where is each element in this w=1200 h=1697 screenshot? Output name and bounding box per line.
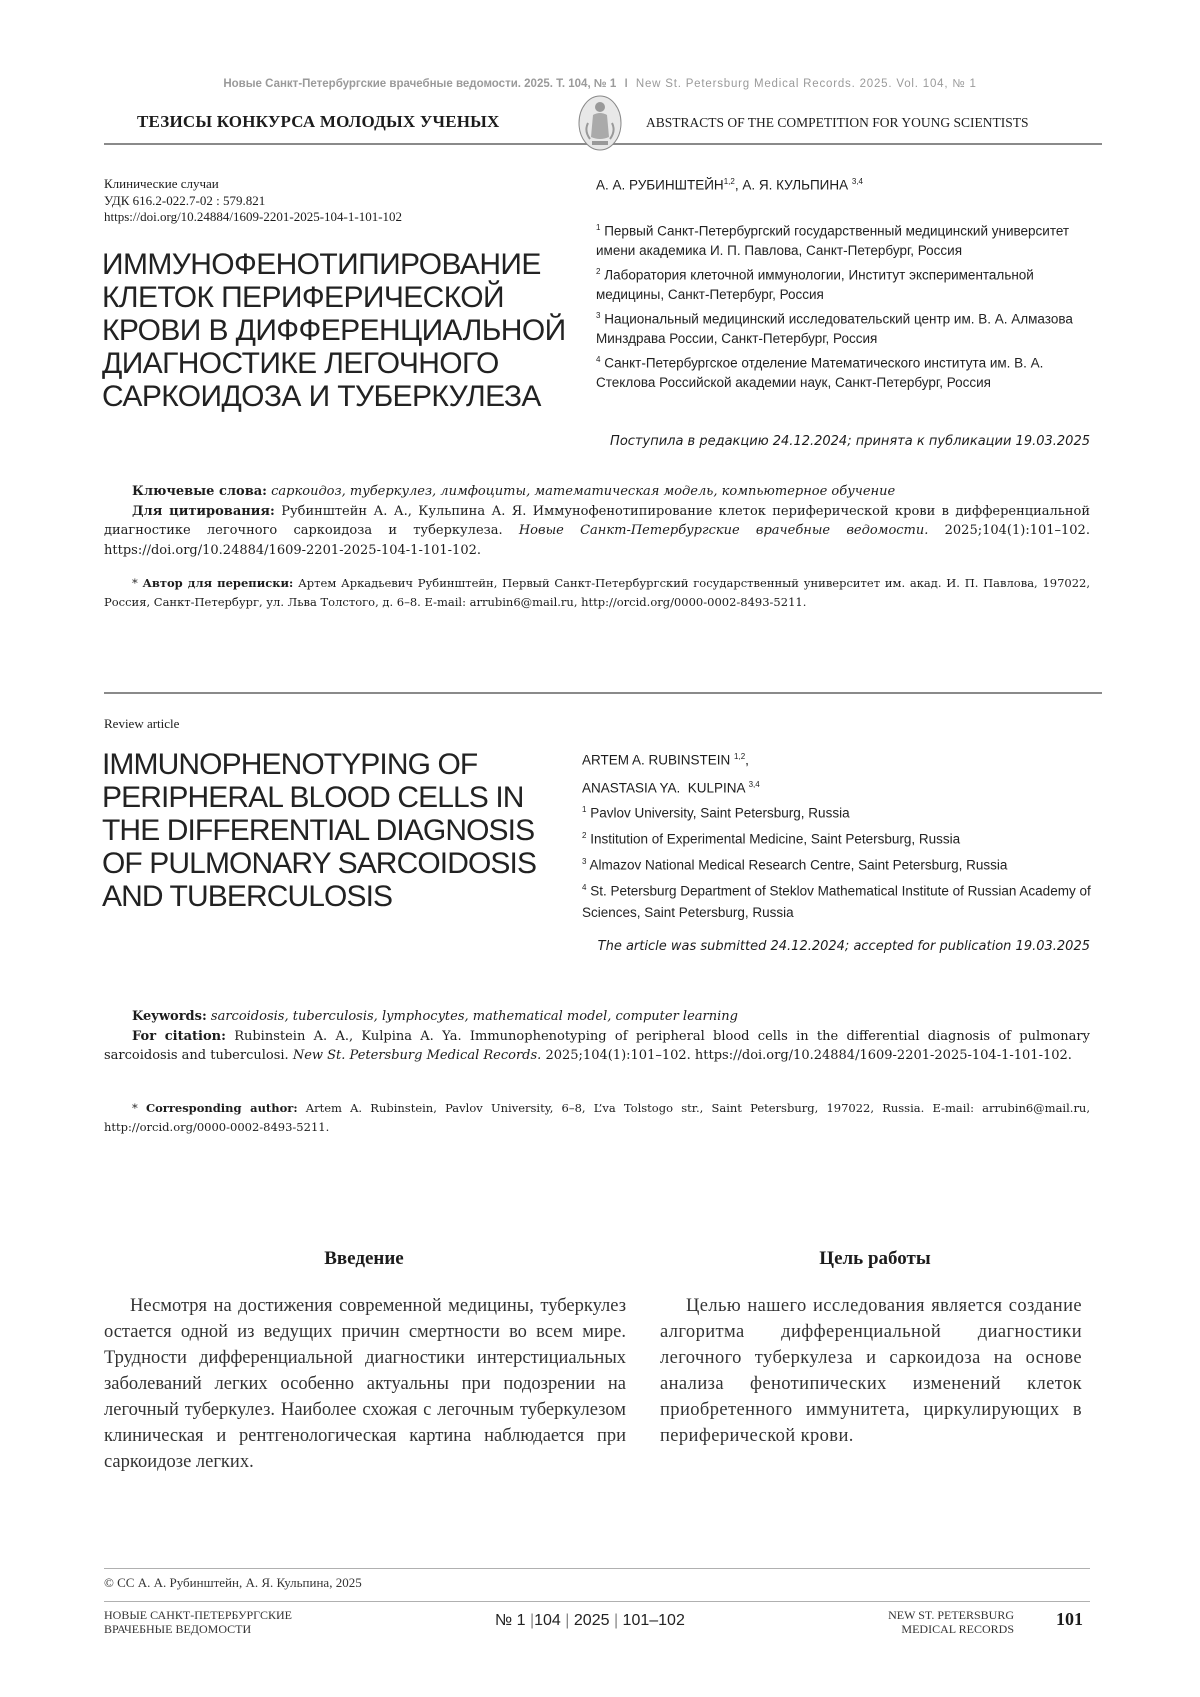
journal-ru: Новые Санкт-Петербургские врачебные ведомости. 2025. Т. 104, № 1 <box>223 78 616 90</box>
affiliation-en: 3 Almazov National Medical Research Centre, Saint Petersburg, Russia <box>582 851 1092 876</box>
category-ru: Клинические случаи <box>104 176 402 193</box>
affiliation-en: 2 Institution of Experimental Medicine, Saint Petersburg, Russia <box>582 825 1092 850</box>
running-header <box>0 78 1200 90</box>
footer-rule-top <box>104 1568 1090 1569</box>
footer-journal-ru: НОВЫЕ САНКТ-ПЕТЕРБУРГСКИЕ ВРАЧЕБНЫЕ ВЕДОМОСТИ <box>104 1608 292 1636</box>
dates-en: The article was submitted 24.12.2024; accepted for publication 19.03.2025 <box>598 939 1090 954</box>
author-1-en: ARTEM A. RUBINSTEIN <box>582 753 730 768</box>
correspondence-en: * Corresponding author: Artem A. Rubinstein, Pavlov University, 6–8, L’va Tolstogo str., Saint Petersburg, 197022, Russia. E-mail: arrubin6@mail.ru, http://orcid.org/0000-0002-8493-5211. <box>104 1099 1090 1136</box>
affiliation-en: 4 St. Petersburg Department of Steklov Mathematical Institute of Russian Academy of Sciences, Saint Petersburg, Russia <box>582 877 1092 923</box>
author-1-ru: А. А. РУБИНШТЕЙН <box>596 178 724 193</box>
journal-en: New St. Petersburg Medical Records. 2025. Vol. 104, № 1 <box>636 78 977 90</box>
keywords-ru: Ключевые слова: саркоидоз, туберкулез, лимфоциты, математическая модель, компьютерное обучение Для цитирования: Рубинштейн А. А., Кульпина А. Я. Иммунофенотипирование клеток периферической крови в дифференциальной диагностике легочного саркоидоза и туберкулеза. Новые Санкт-Петербургские врачебные ведомости. 2025;104(1):101–102. https://doi.org/10.24884/1609-2201-2025-104-1-101-102. <box>104 482 1090 560</box>
authors-ru: А. А. РУБИНШТЕЙН1,2, А. Я. КУЛЬПИНА 3,4 <box>596 177 863 193</box>
aim-text: Целью нашего исследования является создание алгоритма дифференциальной диагностики легочного туберкулеза и саркоидоза на основе анализа фенотипических изменений клеток приобретенного иммунитета, циркулирующих в периферической крови. <box>660 1293 1082 1449</box>
page-number: 101 <box>1056 1609 1083 1630</box>
intro-heading: Введение <box>104 1248 624 1270</box>
affiliation-ru: 2 Лаборатория клеточной иммунологии, Институт экспериментальной медицины, Санкт-Петербург, Россия <box>596 262 1086 305</box>
udc: УДК 616.2-022.7-02 : 579.821 <box>104 193 402 210</box>
authors-en: ARTEM A. RUBINSTEIN 1,2, ANASTASIA YA. KULPINA 3,4 <box>582 745 760 800</box>
intro-text: Несмотря на достижения современной медицины, туберкулез остается одной из ведущих причин смертности во всем мире. Трудности дифференциальной диагностики интерстициальных заболеваний легких особенно актуальны при подозрении на легочный туберкулез. Наиболее схожая с легочным туберкулезом клиническая и рентгенологическая картина наблюдается при саркоидозе легких. <box>104 1293 626 1475</box>
article-title-en: IMMUNOPHENOTYPING OF PERIPHERAL BLOOD CELLS IN THE DIFFERENTIAL DIAGNOSIS OF PULMONARY SARCOIDOSIS AND TUBERCULOSIS <box>102 748 536 913</box>
author-2-ru: А. Я. КУЛЬПИНА <box>742 178 848 193</box>
aim-heading: Цель работы <box>660 1248 1090 1270</box>
dates-ru: Поступила в редакцию 24.12.2024; принята к публикации 19.03.2025 <box>610 434 1090 449</box>
category-en: Review article <box>104 716 179 733</box>
issue-info: № 1 |104 | 2025 | 101–102 <box>495 1612 685 1630</box>
affiliations-en <box>582 799 1092 924</box>
article-meta-ru <box>104 176 402 226</box>
keywords-en: Keywords: sarcoidosis, tuberculosis, lymphocytes, mathematical model, computer learning For citation: Rubinstein A. A., Kulpina A. Ya. Immunophenotyping of peripheral blood cells in the differential diagnosis of pulmonary sarcoidosis and tuberculosi. New St. Petersburg Medical Records. 2025;104(1):101–102. https://doi.org/10.24884/1609-2201-2025-104-1-101-102. <box>104 1007 1090 1066</box>
affiliation-ru: 1 Первый Санкт-Петербургский государственный медицинский университет имени академика И. П. Павлова, Санкт-Петербург, Россия <box>596 218 1086 261</box>
affiliation-ru: 4 Санкт-Петербургское отделение Математического института им. В. А. Стеклова Российской академии наук, Санкт-Петербург, Россия <box>596 350 1086 393</box>
copyright: © CC А. А. Рубинштейн, А. Я. Кульпина, 2025 <box>104 1576 362 1590</box>
divider-rule <box>104 692 1102 694</box>
journal-emblem-icon <box>576 93 624 153</box>
section-title-ru: ТЕЗИСЫ КОНКУРСА МОЛОДЫХ УЧЕНЫХ <box>137 112 500 132</box>
footer-rule <box>104 1601 1090 1602</box>
correspondence-ru: * Автор для переписки: Артем Аркадьевич Рубинштейн, Первый Санкт-Петербургский государственный университет им. акад. И. П. Павлова, 197022, Россия, Санкт-Петербург, ул. Льва Толстого, д. 6–8. E-mail: arrubin6@mail.ru, http://orcid.org/0000-0002-8493-5211. <box>104 574 1090 611</box>
article-title-ru: ИММУНОФЕНОТИПИРОВАНИЕ КЛЕТОК ПЕРИФЕРИЧЕСКОЙ КРОВИ В ДИФФЕРЕНЦИАЛЬНОЙ ДИАГНОСТИКЕ ЛЕГОЧНОГО САРКОИДОЗА И ТУБЕРКУЛЕЗА <box>102 248 566 413</box>
footer-journal-en: NEW ST. PETERSBURG MEDICAL RECORDS <box>820 1608 1014 1636</box>
doi-link[interactable]: https://doi.org/10.24884/1609-2201-2025-104-1-101-102 <box>104 209 402 226</box>
affiliations-ru <box>596 218 1086 394</box>
author-2-en: ANASTASIA YA. KULPINA <box>582 780 745 795</box>
affiliation-en: 1 Pavlov University, Saint Petersburg, Russia <box>582 799 1092 824</box>
section-title-en: ABSTRACTS OF THE COMPETITION FOR YOUNG SCIENTISTS <box>646 115 1029 131</box>
header-separator: I <box>624 78 627 90</box>
affiliation-ru: 3 Национальный медицинский исследовательский центр им. В. А. Алмазова Минздрава России, Санкт-Петербург, Россия <box>596 306 1086 349</box>
